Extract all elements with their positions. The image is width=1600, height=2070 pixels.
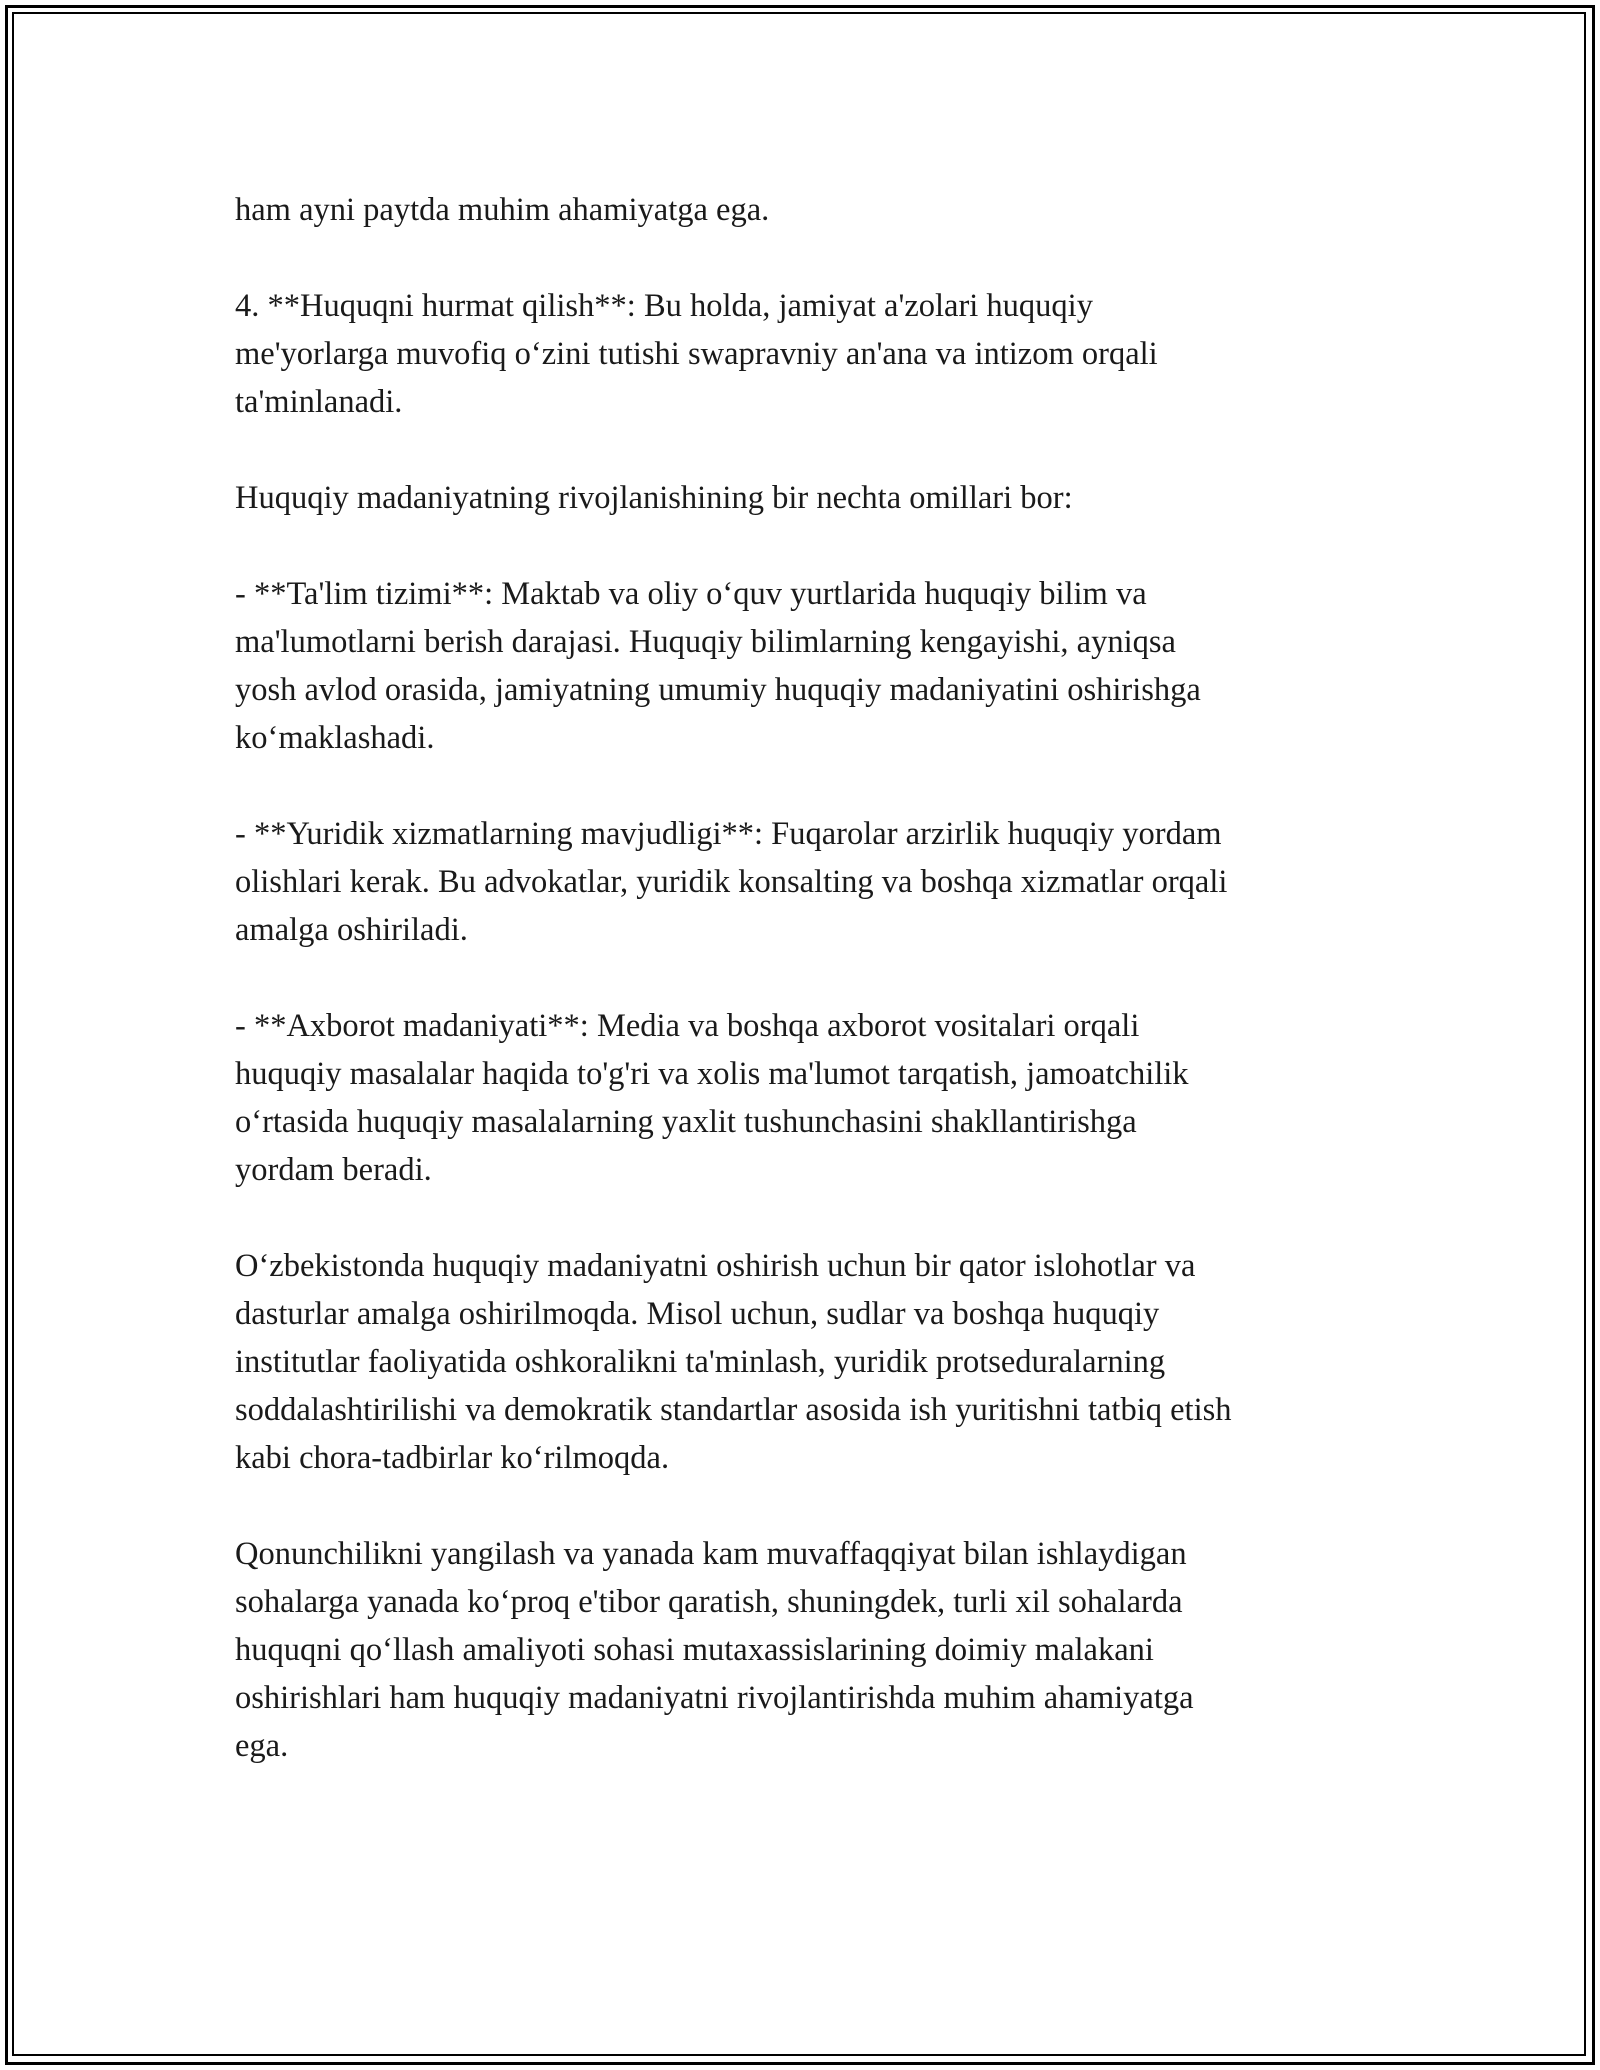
paragraph-legal-services: - **Yuridik xizmatlarning mavjudligi**: Fuqarolar arzirlik huquqiy yordam olishlari kerak. Bu advokatlar, yuridik konsalting va boshqa xizmatlar orqali amalga oshiriladi. [235, 816, 1228, 948]
document-body [235, 186, 1375, 1818]
paragraph-education-system: - **Ta'lim tizimi**: Maktab va oliy o‘quv yurtlarida huquqiy bilim va ma'lumotlarni berish darajasi. Huquqiy bilimlarning kengayishi, ayniqsa yosh avlod orasida, jamiyatning umumiy huquqiy madaniyatini oshirishga ko‘maklashadi. [235, 576, 1201, 756]
paragraph-legislation: Qonunchilikni yangilash va yanada kam muvaffaqqiyat bilan ishlaydigan sohalarga yanada ko‘proq e'tibor qaratish, shuningdek, turli xil sohalarda huquqni qo‘llash amaliyoti sohasi mutaxassislarining doimiy malakani oshirishlari ham huquqiy madaniyatni rivojlantirishda muhim ahamiyatga ega. [235, 1536, 1194, 1764]
paragraph-information-culture: - **Axborot madaniyati**: Media va boshqa axborot vositalari orqali huquqiy masalalar haqida to'g'ri va xolis ma'lumot tarqatish, jamoatchilik o‘rtasida huquqiy masalalarning yaxlit tushunchasini shakllantirishga yordam beradi. [235, 1008, 1189, 1188]
paragraph-continuation: ham ayni paytda muhim ahamiyatga ega. [235, 192, 770, 228]
paragraph-reforms: O‘zbekistonda huquqiy madaniyatni oshirish uchun bir qator islohotlar va dasturlar amalga oshirilmoqda. Misol uchun, sudlar va boshqa huquqiy institutlar faoliyatida oshkoralikni ta'minlash, yuridik protseduralarning soddalashtirilishi va demokratik standartlar asosida ish yuritishni tatbiq etish kabi chora-tadbirlar ko‘rilmoqda. [235, 1248, 1232, 1476]
paragraph-item-4: 4. **Huquqni hurmat qilish**: Bu holda, jamiyat a'zolari huquqiy me'yorlarga muvofiq o‘zini tutishi swapravniy an'ana va intizom orqali ta'minlanadi. [235, 288, 1158, 420]
paragraph-factors-intro: Huquqiy madaniyatning rivojlanishining bir nechta omillari bor: [235, 480, 1073, 516]
